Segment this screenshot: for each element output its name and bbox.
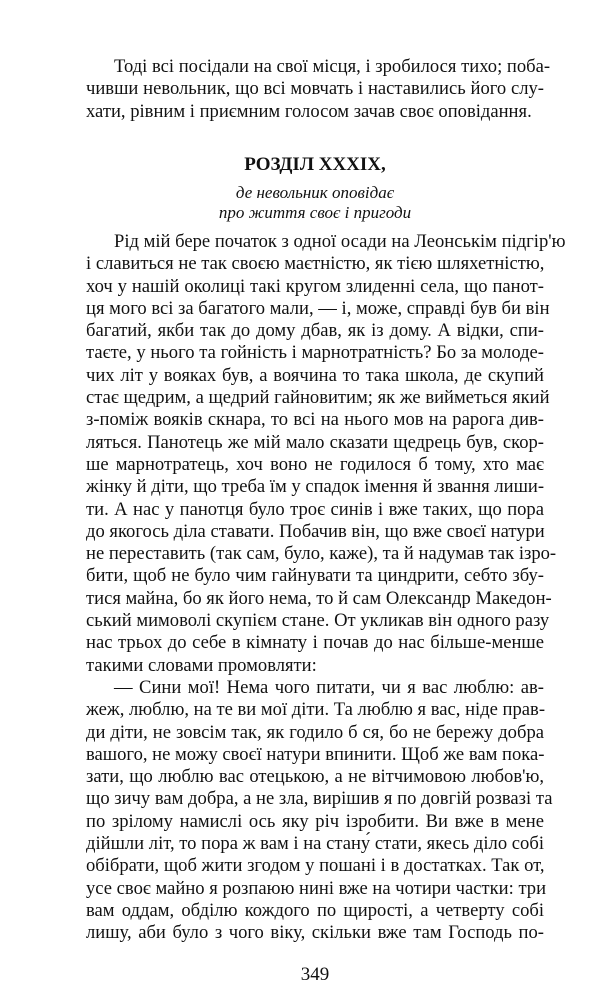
- text-line: тися майна, бо як його нема, то й сам Олександр Македон-: [86, 587, 552, 609]
- text-line: не переставить (так сам, було, каже), та й надумав так ізро-: [86, 543, 557, 565]
- page-number: 349: [300, 963, 330, 985]
- text-line: чих літ у вояках був, а воячина то така школа, де скупий: [86, 364, 544, 386]
- text-line: ше марнотратець, хоч воно не годилося б тому, хто має: [86, 453, 544, 475]
- text-line: багатий, якби так до дому дбав, як із дому. А відки, спи-: [86, 320, 544, 342]
- text-line: чивши невольник, що всі мовчать і наставились його слу-: [86, 78, 544, 100]
- text-line: ський мимоволі скупієм стане. От укликав він одного разу: [86, 610, 550, 631]
- text-line: бити, щоб не було чим гайнувати та циндрити, себто збу-: [86, 565, 544, 587]
- text-line: нас трьох до себе в кімнату і почав до нас більше-менше: [86, 632, 544, 654]
- chapter-subtitle-line-2: про життя своє і пригоди: [218, 202, 412, 222]
- text-line: Тоді всі посідали на свої місця, і зробилося тихо; поба-: [114, 56, 551, 77]
- text-line: стає щедрим, а щедрий гайновитим; як же вийметься який: [86, 387, 550, 408]
- text-line: ляться. Панотець же мій мало сказати щедрець був, скор-: [86, 431, 544, 453]
- text-line: обібрати, щоб жити згодом у пошані і в достатках. Так от,: [86, 855, 545, 877]
- text-line: і славиться не так своєю маєтністю, як тією шляхетністю,: [86, 253, 545, 275]
- text-line: лишу, аби було з чого віку, скільки вже там Господь по-: [86, 922, 544, 944]
- text-line: усе своє майно я розпаюю нині вже на чотири частки: три: [86, 877, 547, 899]
- text-line: по зрілому намислі ось яку річ ізробити. Ви вже в мене: [86, 810, 544, 832]
- text-line: Рід мій бере початок з одної осади на Леонськім підгір'ю: [114, 230, 566, 252]
- text-line: що зичу вам добра, а не зла, вирішив я по довгій розвазі та: [86, 788, 553, 810]
- text-line: до якогось діла ставати. Побачив він, що вже своєї натури: [86, 520, 545, 542]
- text-line: дійшли літ, то пора ж вам і на стану́ стати, якесь діло собі: [86, 833, 544, 854]
- text-line: ти. А нас у панотця було троє синів і вже таких, що пора: [86, 498, 544, 520]
- text-line: хати, рівним і приємним голосом зачав своє оповідання.: [86, 100, 532, 122]
- text-line: вам оддам, обділю кождого по щирості, а четверту собі: [86, 899, 544, 921]
- text-line: жінку й діти, що треба їм у спадок імення й звання лиши-: [86, 476, 545, 498]
- text-line: ця мого всі за багатого мали, — і, може, справді був би він: [86, 297, 550, 319]
- text-line: — Сини мої! Нема чого питати, чи я вас люблю: ав-: [114, 676, 544, 698]
- text-line: хоч у нашій околиці такі кругом злиденні села, що панот-: [86, 275, 544, 297]
- text-line: вашого, не можу своєї натури впинити. Щоб же вам пока-: [86, 743, 545, 765]
- chapter-title: РОЗДІЛ XXXIX,: [244, 153, 386, 175]
- text-line: жеж, люблю, на те ви мої діти. Та люблю я вас, ніде прав-: [86, 699, 546, 721]
- text-line: зати, що люблю вас отецькою, а не вітчимовою любов'ю,: [86, 766, 544, 788]
- text-line: таєте, у нього та гойність і марнотратність? Бо за молоде-: [86, 342, 544, 364]
- text-line: ди діти, не зовсім так, як годило б ся, бо не бережу добра: [86, 721, 544, 743]
- text-line: з-поміж вояків скнара, то всі на нього мов на рарога див-: [86, 409, 544, 431]
- text-line: такими словами промовляти:: [86, 654, 317, 676]
- chapter-subtitle-line-1: де невольник оповідає: [235, 182, 395, 202]
